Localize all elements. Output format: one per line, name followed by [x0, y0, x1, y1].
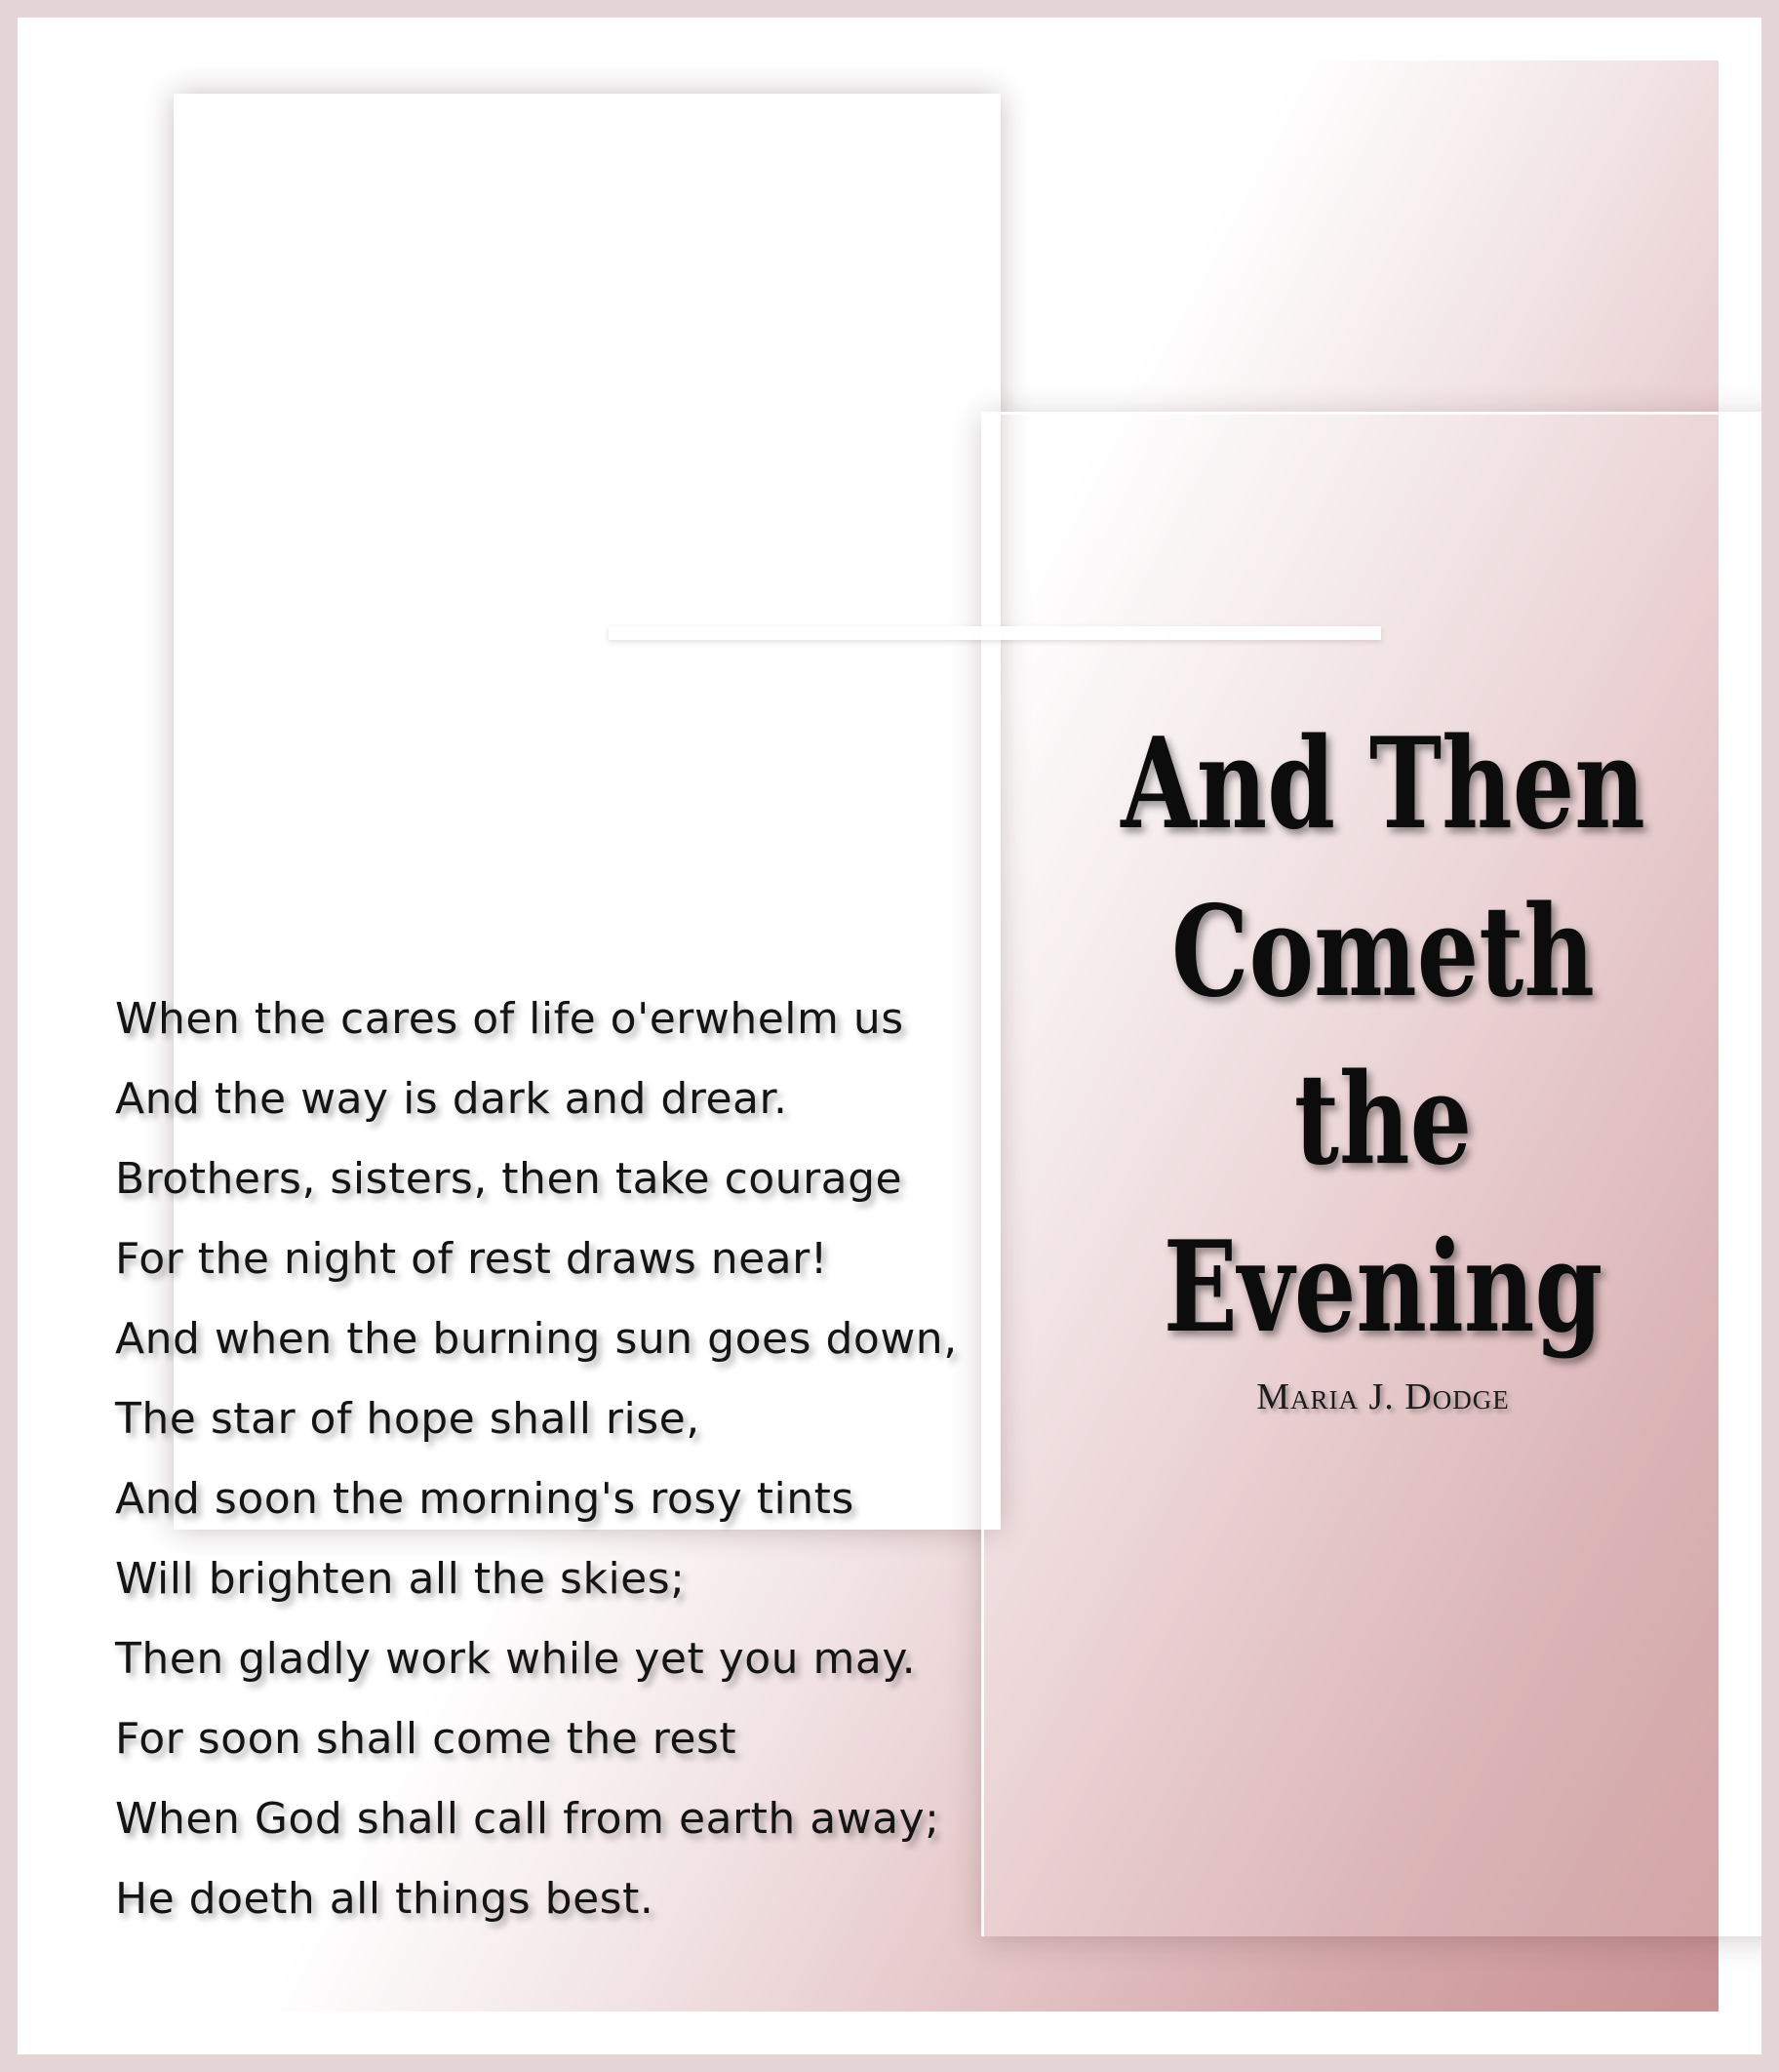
poem-line: When the cares of life o'erwhelm us: [115, 994, 904, 1044]
poem-line: And the way is dark and drear.: [115, 1074, 788, 1124]
poem-title: [1117, 700, 1649, 1372]
poem-line: He doeth all things best.: [115, 1874, 654, 1924]
poem-line: Then gladly work while yet you may.: [115, 1634, 917, 1684]
poem-line: Will brighten all the skies;: [115, 1554, 686, 1604]
title-line: Evening: [1163, 1215, 1603, 1361]
poem-line: The star of hope shall rise,: [115, 1394, 700, 1444]
divider-line: [609, 626, 1381, 640]
title-line: Cometh: [1171, 879, 1595, 1025]
poem-line: For the night of rest draws near!: [115, 1234, 828, 1284]
poem-line: When God shall call from earth away;: [115, 1794, 940, 1844]
poem-card: [18, 18, 1761, 2054]
poem-author: Maria J. Dodge: [1256, 1376, 1510, 1417]
poem-body: [115, 979, 958, 1939]
poem-line: And soon the morning's rosy tints: [115, 1474, 854, 1524]
poem-line: And when the burning sun goes down,: [115, 1314, 958, 1364]
title-line: the: [1293, 1047, 1473, 1193]
title-line: And Then: [1121, 711, 1645, 857]
poem-line: For soon shall come the rest: [115, 1714, 737, 1764]
poem-line: Brothers, sisters, then take courage: [115, 1154, 903, 1204]
